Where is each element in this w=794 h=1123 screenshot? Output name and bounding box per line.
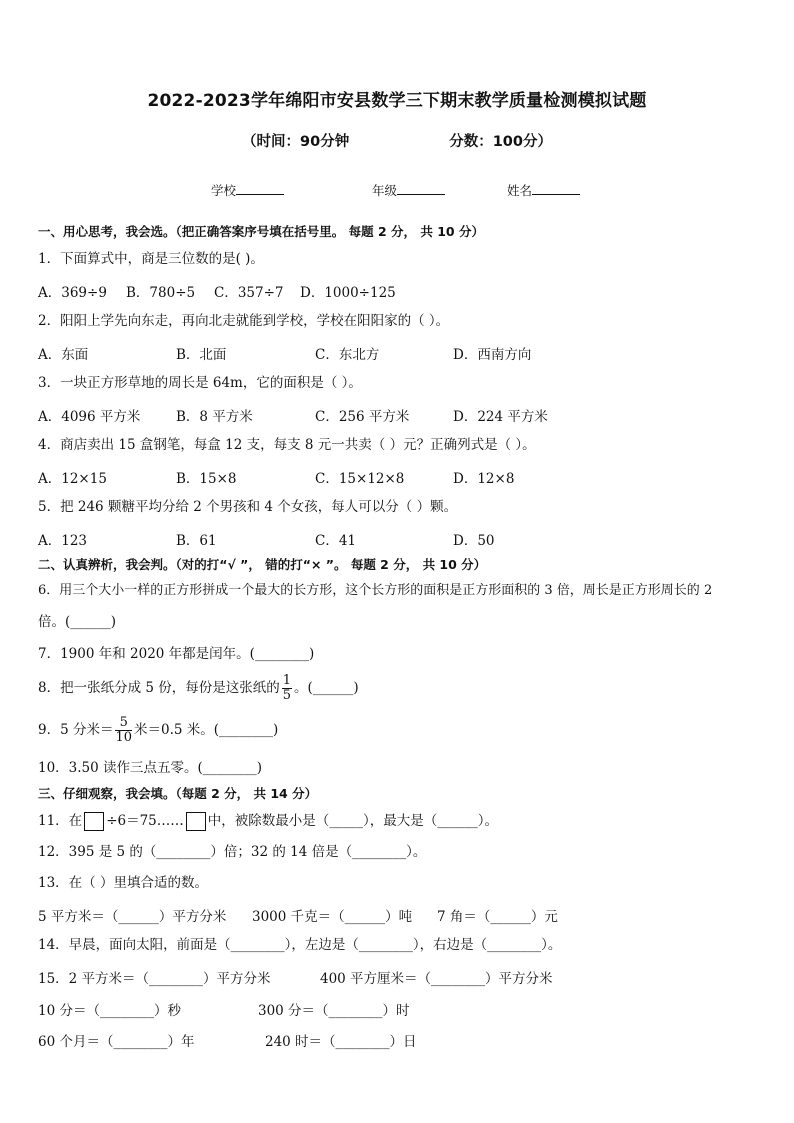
fill-item[interactable]: 60 个月＝（________）年 bbox=[38, 1034, 195, 1050]
grade-field[interactable]: 年级 bbox=[372, 181, 445, 199]
section-heading: 三、仔细观察，我会填。（每题 2 分， 共 14 分） bbox=[38, 786, 318, 801]
question-text: 12．395 是 5 的（________）倍；32 的 14 倍是（________）。 bbox=[38, 844, 427, 860]
option-c[interactable]: C．15×12×8 bbox=[315, 471, 405, 487]
fraction: $\frac{1}{5}$ bbox=[282, 673, 292, 703]
question-text: 6．用三个大小一样的正方形拼成一个最大的长方形，这个长方形的面积是正方形面积的 3 倍，周长是正方形周长的 2 bbox=[38, 583, 713, 598]
question-text: 5．把 246 颗糖平均分给 2 个男孩和 4 个女孩，每人可以分（ ）颗。 bbox=[38, 499, 458, 515]
question-text: 2．阳阳上学先向东走，再向北走就能到学校，学校在阳阳家的（ ）。 bbox=[38, 313, 450, 329]
option-d[interactable]: D．224 平方米 bbox=[453, 409, 548, 425]
school-field[interactable]: 学校 bbox=[211, 181, 284, 199]
score-label: 分数：100分） bbox=[449, 134, 552, 150]
question-text: 7．1900 年和 2020 年都是闰年。(________) bbox=[38, 646, 315, 662]
section-heading: 二、认真辨析，我会判。（对的打“√ ”， 错的打“× ”。 每题 2 分， 共 10 分） bbox=[38, 557, 487, 572]
option-b[interactable]: B．15×8 bbox=[176, 471, 237, 487]
exam-subtitle bbox=[0, 130, 794, 151]
fraction: $\frac{5}{10}$ bbox=[115, 715, 133, 745]
option-c[interactable]: C．41 bbox=[315, 533, 357, 549]
time-label: （时间：90分钟 bbox=[242, 134, 350, 150]
question-text: 14．早晨，面向太阳，前面是（________），左边是（________），右边是（________）。 bbox=[38, 937, 562, 953]
fill-item[interactable]: 400 平方厘米＝（________）平方分米 bbox=[320, 971, 553, 987]
option-a[interactable]: A．369÷9 bbox=[38, 285, 107, 301]
name-field[interactable]: 姓名 bbox=[507, 181, 580, 199]
option-d[interactable]: D．西南方向 bbox=[453, 347, 532, 363]
question-text: 倍。(______) bbox=[38, 614, 117, 630]
fill-item[interactable]: 300 分＝（________）时 bbox=[258, 1003, 410, 1019]
fill-item[interactable]: 240 时＝（________）日 bbox=[265, 1034, 417, 1050]
option-c[interactable]: C．东北方 bbox=[315, 347, 380, 363]
option-b[interactable]: B．8 平方米 bbox=[176, 409, 253, 425]
option-a[interactable]: A．4096 平方米 bbox=[38, 409, 141, 425]
page-title: 2022-2023学年绵阳市安县数学三下期末教学质量检测模拟试题 bbox=[147, 91, 647, 111]
fill-item[interactable]: 5 平方米＝（______）平方分米 bbox=[38, 909, 227, 925]
fill-item[interactable]: 15．2 平方米＝（________）平方分米 bbox=[38, 971, 271, 987]
question-text: 13．在（ ）里填合适的数。 bbox=[38, 875, 208, 891]
question-text: 3．一块正方形草地的周长是 64m，它的面积是（ ）。 bbox=[38, 375, 362, 391]
option-b[interactable]: B．61 bbox=[176, 533, 217, 549]
option-d[interactable]: D．1000÷125 bbox=[300, 285, 396, 301]
option-b[interactable]: B．北面 bbox=[176, 347, 227, 363]
option-c[interactable]: C．256 平方米 bbox=[315, 409, 410, 425]
option-a[interactable]: A．123 bbox=[38, 533, 88, 549]
blank-box[interactable] bbox=[186, 812, 206, 831]
question-text: 8．把一张纸分成 5 份，每份是这张纸的 $\frac{1}{5}$ 。(______) bbox=[38, 673, 359, 703]
blank-box[interactable] bbox=[84, 812, 104, 831]
question-text: 4．商店卖出 15 盒钢笔，每盒 12 支，每支 8 元一共卖（ ）元？正确列式是（ ）。 bbox=[38, 437, 536, 453]
question-text: 10．3.50 读作三点五零。(________) bbox=[38, 760, 263, 776]
option-d[interactable]: D．50 bbox=[453, 533, 495, 549]
question-text: 9．5 分米＝ $\frac{5}{10}$ 米＝0.5 米。(________) bbox=[38, 715, 279, 745]
option-a[interactable]: A．12×15 bbox=[38, 471, 107, 487]
fill-item[interactable]: 7 角＝（______）元 bbox=[437, 909, 558, 925]
fill-item[interactable]: 10 分＝（________）秒 bbox=[38, 1003, 181, 1019]
option-d[interactable]: D．12×8 bbox=[453, 471, 515, 487]
question-text: 1．下面算式中，商是三位数的是( )。 bbox=[38, 251, 264, 267]
section-heading: 一、用心思考，我会选。（把正确答案序号填在括号里。 每题 2 分， 共 10 分） bbox=[38, 224, 484, 239]
option-b[interactable]: B．780÷5 bbox=[126, 285, 196, 301]
option-c[interactable]: C．357÷7 bbox=[214, 285, 284, 301]
fill-item[interactable]: 3000 千克＝（______）吨 bbox=[252, 909, 413, 925]
option-a[interactable]: A．东面 bbox=[38, 347, 89, 363]
question-text: 11．在 ÷6＝75…… 中，被除数最小是（_____），最大是（______）。 bbox=[38, 813, 499, 829]
